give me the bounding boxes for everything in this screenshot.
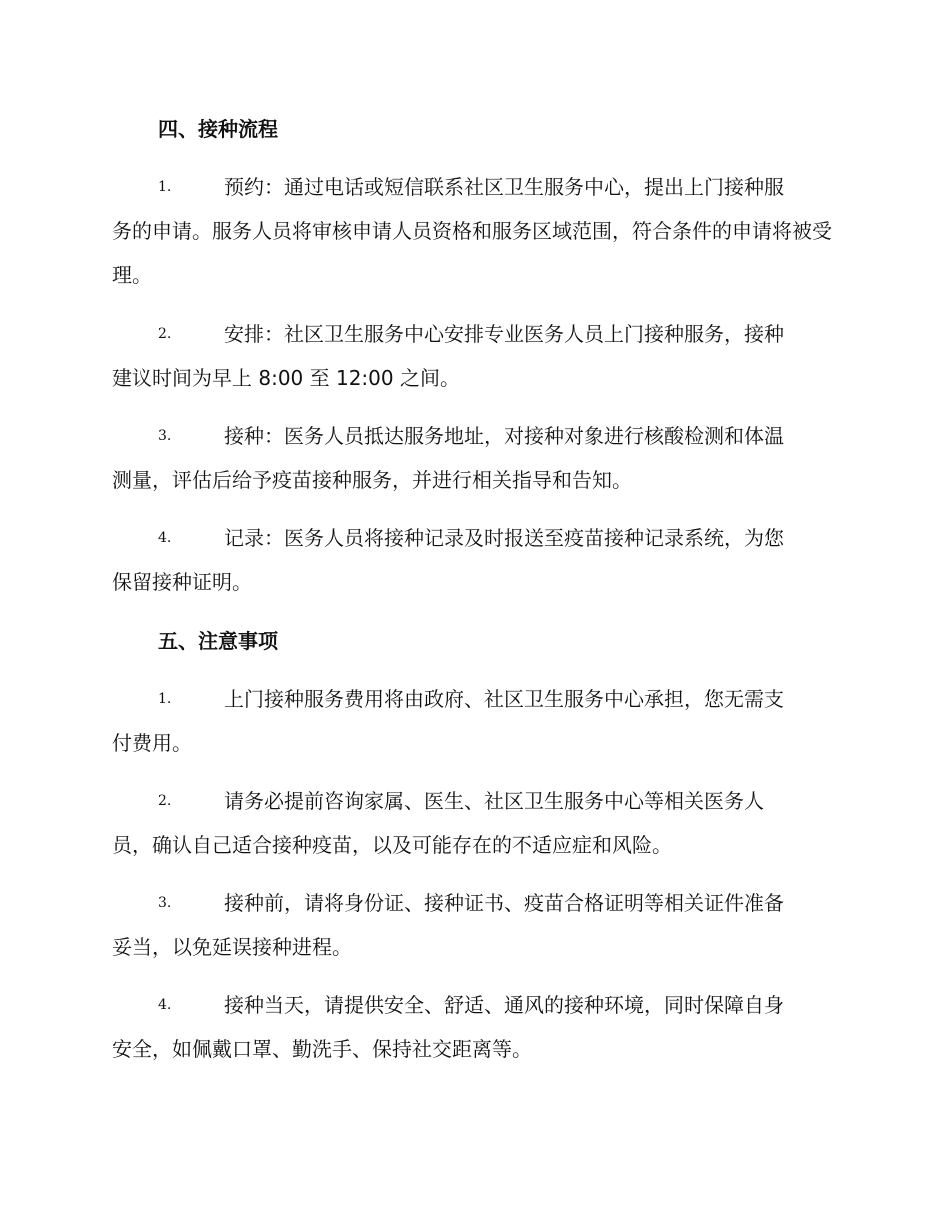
list-item	[112, 677, 832, 765]
list-item-number: 4.	[158, 997, 172, 1013]
list-item-first-line: 接种前，请将身份证、接种证书、疫苗合格证明等相关证件准备	[224, 891, 784, 915]
list-item-continuation: 保留接种证明。	[112, 570, 252, 594]
list-item-first-line: 接种：医务人员抵达服务地址，对接种对象进行核酸检测和体温	[224, 424, 784, 448]
list-item-number: 1.	[158, 691, 172, 707]
section-heading-process: 四、接种流程	[158, 117, 278, 141]
list-item-first-line: 记录：医务人员将接种记录及时报送至疫苗接种记录系统，为您	[224, 526, 784, 550]
list-item-continuation: 员，确认自己适合接种疫苗，以及可能存在的不适应症和风险。	[112, 833, 672, 857]
list-item-first-line: 上门接种服务费用将由政府、社区卫生服务中心承担，您无需支	[224, 687, 784, 711]
list-item-continuation: 测量，评估后给予疫苗接种服务，并进行相关指导和告知。	[112, 468, 632, 492]
list-item	[112, 881, 832, 969]
list-item	[112, 983, 832, 1071]
list-item-number: 1.	[158, 179, 172, 195]
list-item-first-line: 请务必提前咨询家属、医生、社区卫生服务中心等相关医务人	[224, 789, 764, 813]
list-item-continuation: 安全，如佩戴口罩、勤洗手、保持社交距离等。	[112, 1037, 532, 1061]
list-item-number: 3.	[158, 428, 172, 444]
list-item	[112, 414, 832, 502]
list-item-number: 2.	[158, 793, 172, 809]
list-item-number: 2.	[158, 326, 172, 342]
list-item-continuation: 建议时间为早上 8:00 至 12:00 之间。	[112, 366, 460, 390]
list-item	[112, 779, 832, 867]
list-item-continuation: 妥当，以免延误接种进程。	[112, 935, 352, 959]
list-item-first-line: 安排：社区卫生服务中心安排专业医务人员上门接种服务，接种	[224, 322, 784, 346]
list-item-continuation: 务的申请。服务人员将审核申请人员资格和服务区域范围，符合条件的申请将被受理。	[112, 219, 832, 287]
list-item	[112, 516, 832, 604]
list-item-first-line: 预约：通过电话或短信联系社区卫生服务中心，提出上门接种服	[224, 175, 784, 199]
list-item-number: 3.	[158, 895, 172, 911]
list-item-first-line: 接种当天，请提供安全、舒适、通风的接种环境，同时保障自身	[224, 993, 784, 1017]
section-heading-notes: 五、注意事项	[158, 629, 278, 653]
list-item-number: 4.	[158, 530, 172, 546]
list-item-continuation: 付费用。	[112, 731, 192, 755]
list-item	[112, 165, 832, 297]
list-item	[112, 312, 832, 400]
